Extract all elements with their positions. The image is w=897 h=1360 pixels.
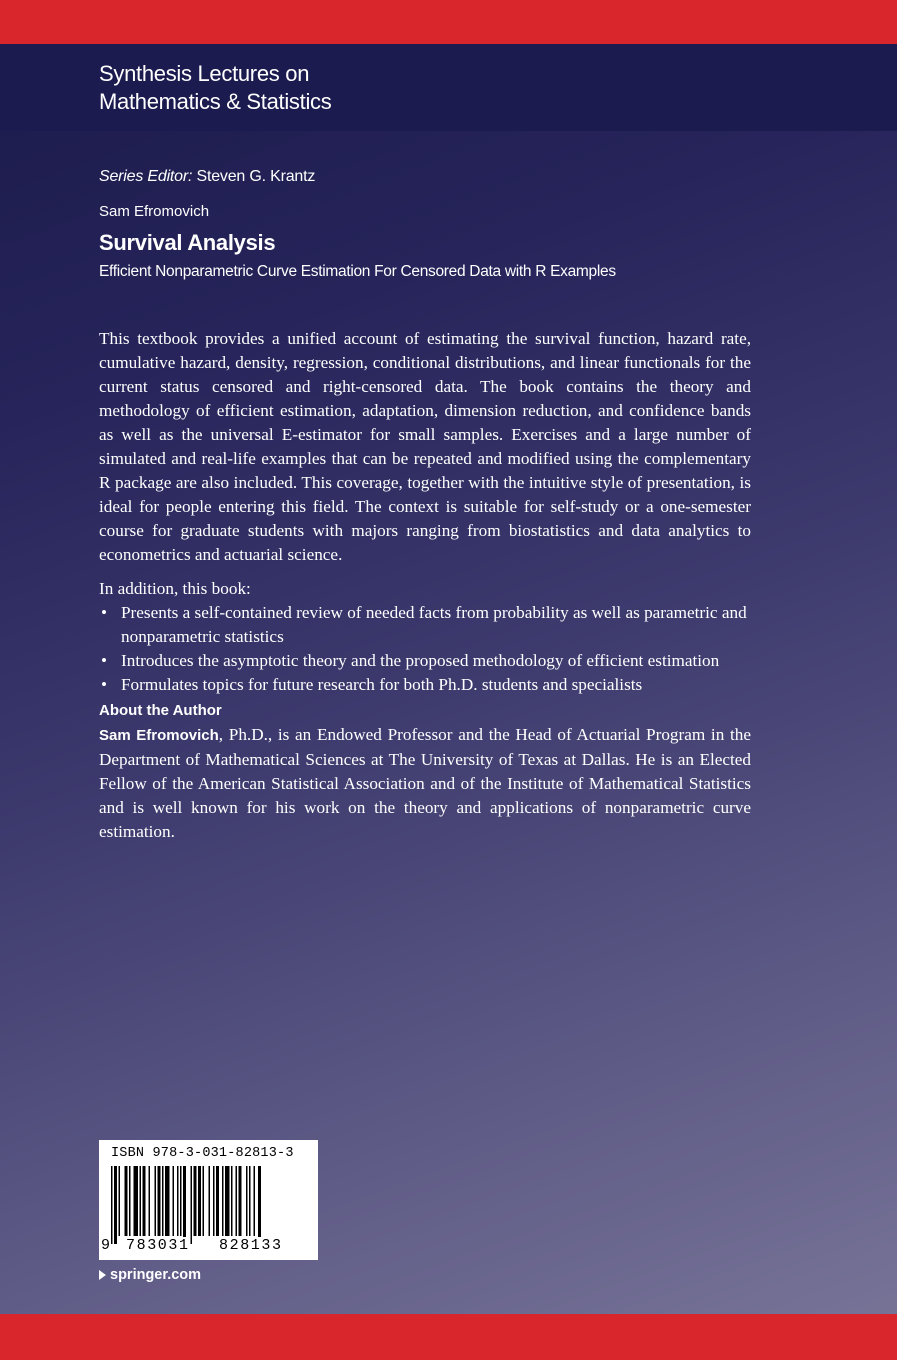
barcode-bar bbox=[231, 1166, 233, 1236]
bullet-icon: • bbox=[101, 603, 108, 622]
barcode-bar bbox=[194, 1166, 197, 1236]
barcode-bar bbox=[162, 1166, 164, 1236]
series-editor-label: Series Editor: bbox=[99, 168, 193, 185]
book-subtitle: Efficient Nonparametric Curve Estimation For Censored Data with R Examples bbox=[99, 263, 616, 280]
about-author-bio: , Ph.D., is an Endowed Professor and the Head of Actuarial Program in the Department of Mathematical Sciences at The University of Texas at Dallas. He is an Elected Fellow of the American Statistical Association and of the Institute of Mathematical Statistics and is well known for his work on the theory and applications of nonparametric curve estimation. bbox=[99, 725, 751, 841]
isbn-barcode bbox=[99, 1140, 318, 1260]
barcode-bar bbox=[183, 1166, 186, 1244]
publisher-url: springer.com bbox=[110, 1267, 202, 1283]
barcode-bar bbox=[236, 1166, 238, 1236]
barcode-bar bbox=[225, 1166, 230, 1236]
barcode-bar bbox=[180, 1166, 182, 1236]
barcode-bar bbox=[198, 1166, 201, 1236]
list-item-text: Formulates topics for future research for both Ph.D. students and specialists bbox=[121, 675, 643, 694]
about-author-heading: About the Author bbox=[99, 702, 222, 719]
list-item bbox=[99, 673, 751, 697]
barcode-bar bbox=[246, 1166, 248, 1236]
barcode-bar bbox=[149, 1166, 151, 1236]
list-item-text: Introduces the asymptotic theory and the proposed methodology of efficient estimation bbox=[121, 651, 720, 670]
barcode-bar bbox=[119, 1166, 121, 1236]
series-title bbox=[99, 60, 331, 116]
feature-list bbox=[99, 601, 751, 697]
barcode-bar bbox=[216, 1166, 219, 1236]
barcode-first-digit: 9 bbox=[101, 1237, 111, 1254]
list-item bbox=[99, 601, 751, 649]
isbn-number: ISBN 978-3-031-82813-3 bbox=[111, 1146, 294, 1161]
bottom-red-band bbox=[0, 1314, 897, 1360]
barcode-bar bbox=[125, 1166, 128, 1236]
barcode-right-digits: 828133 bbox=[219, 1237, 283, 1254]
barcode-bar bbox=[134, 1166, 139, 1236]
barcode-bar bbox=[177, 1166, 179, 1236]
series-editor-name: Steven G. Krantz bbox=[196, 168, 316, 185]
about-author-name: Sam Efromovich bbox=[99, 727, 219, 744]
series-editor bbox=[99, 166, 315, 188]
arrow-right-icon bbox=[99, 1270, 106, 1280]
barcode-bar bbox=[209, 1166, 211, 1236]
about-author-text bbox=[99, 723, 751, 844]
series-title-line-1: Synthesis Lectures on bbox=[99, 61, 310, 86]
barcode-bar bbox=[254, 1166, 256, 1236]
series-title-line-2: Mathematics & Statistics bbox=[99, 89, 332, 114]
barcode-bar bbox=[203, 1166, 205, 1236]
bullet-icon: • bbox=[101, 651, 108, 670]
top-red-band bbox=[0, 0, 897, 44]
barcode-bar bbox=[258, 1166, 261, 1244]
barcode-bar bbox=[140, 1166, 142, 1236]
addition-intro: In addition, this book: bbox=[99, 579, 251, 598]
barcode-bar bbox=[249, 1166, 251, 1236]
barcode-bar bbox=[111, 1166, 113, 1244]
barcode-bar bbox=[158, 1166, 161, 1236]
barcode-bar bbox=[191, 1166, 193, 1244]
barcode-bar bbox=[114, 1166, 117, 1244]
bullet-icon: • bbox=[101, 675, 108, 694]
blurb bbox=[99, 327, 751, 844]
description-paragraph: This textbook provides a unified account of estimating the survival function, hazard rate, cumulative hazard, density, regression, conditional distributions, and linear functionals for the current status censored and right-censored data. The book contains the theory and methodology of efficient estimation, adaptation, dimension reduction, and confidence bands as well as the universal E-estimator for small samples. Exercises and a large number of simulated and real-life examples that can be repeated and modified using the complementary R package are also included. This coverage, together with the intuitive style of presentation, is ideal for people entering this field. The context is suitable for self-study or a one-semester course for graduate students with majors ranging from biostatistics and data analytics to econometrics and actuarial science. bbox=[99, 329, 751, 564]
barcode-bar bbox=[213, 1166, 215, 1236]
barcode-bar bbox=[222, 1166, 224, 1236]
barcode-left-digits: 783031 bbox=[126, 1237, 190, 1254]
list-item bbox=[99, 649, 751, 673]
barcode-bar bbox=[143, 1166, 146, 1236]
barcode-bar bbox=[155, 1166, 157, 1236]
publisher-link[interactable] bbox=[99, 1265, 201, 1285]
book-title: Survival Analysis bbox=[99, 230, 276, 255]
barcode-bar bbox=[173, 1166, 175, 1236]
book-author: Sam Efromovich bbox=[99, 203, 210, 220]
barcode-bar bbox=[165, 1166, 170, 1236]
barcode-bar bbox=[239, 1166, 242, 1236]
barcode-bar bbox=[129, 1166, 131, 1236]
list-item-text: Presents a self-contained review of needed facts from probability as well as parametric and nonparametric statistics bbox=[121, 603, 747, 646]
